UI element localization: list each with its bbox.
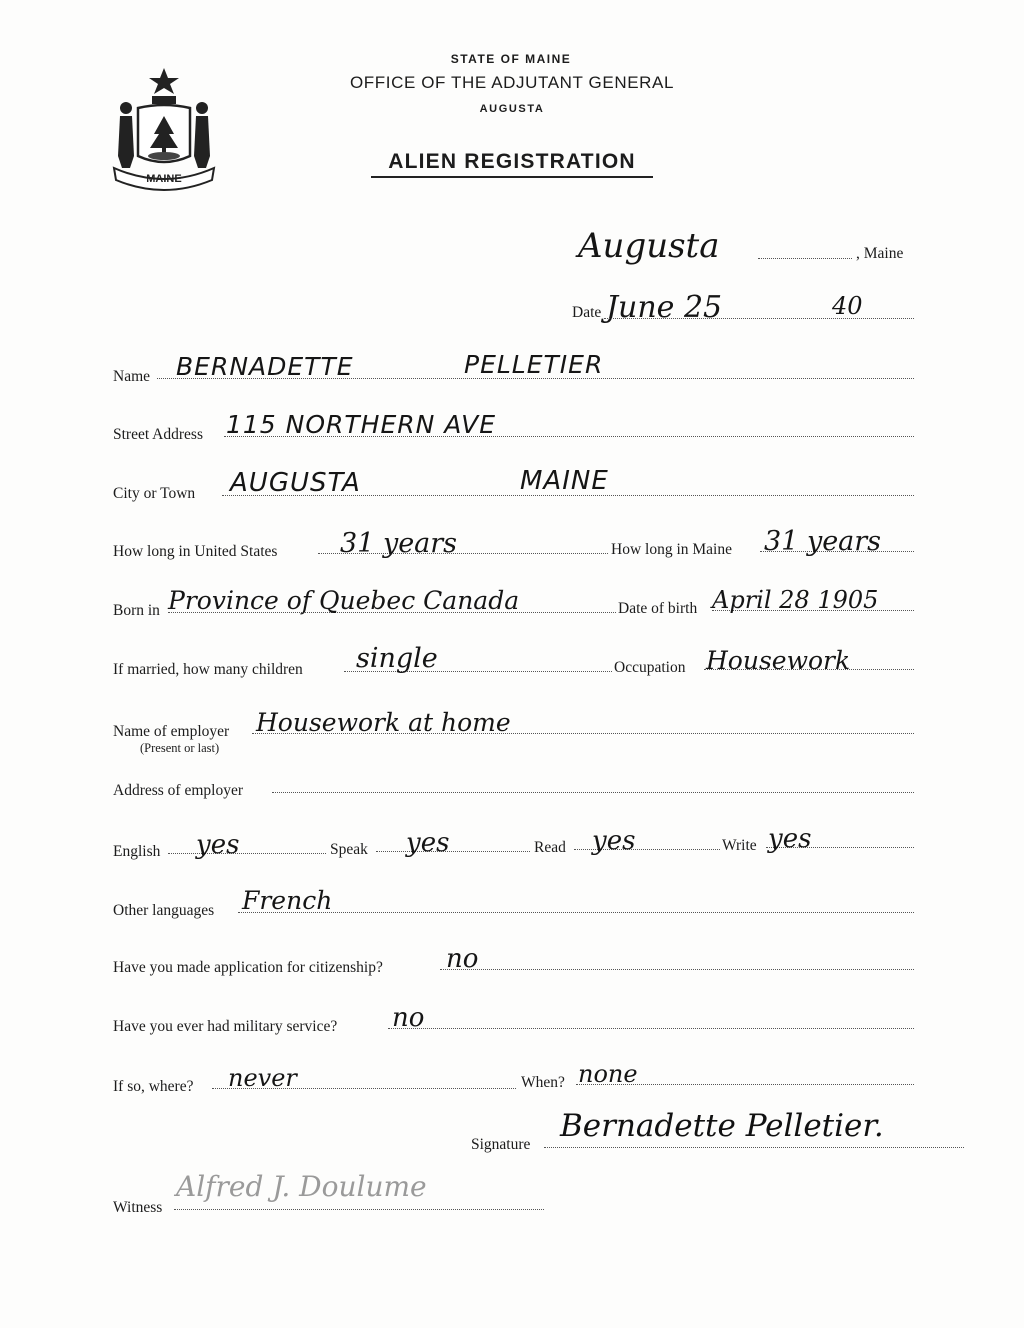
military-label: Have you ever had military service? <box>113 1018 338 1035</box>
name-label: Name <box>113 368 151 385</box>
english-label: English <box>113 843 161 860</box>
children-value: single <box>356 643 438 674</box>
military-value: no <box>392 1003 425 1033</box>
seal-motto: MAINE <box>146 173 182 185</box>
english-line <box>168 853 326 854</box>
citizenship-line <box>440 969 914 970</box>
signature-line <box>544 1147 964 1148</box>
how-long-maine-value: 31 years <box>764 526 882 557</box>
office-heading: OFFICE OF THE ADJUTANT GENERAL <box>349 73 675 92</box>
street-value: 115 NORTHERN AVE <box>226 410 497 439</box>
title-underline <box>371 176 653 178</box>
employer-address-line <box>272 792 914 793</box>
born-in-label: Born in <box>113 602 160 619</box>
signature-value: Bernadette Pelletier. <box>560 1108 884 1144</box>
name-first: BERNADETTE <box>176 352 354 381</box>
city-label: City or Town <box>113 485 196 502</box>
citizenship-label: Have you made application for citizenship? <box>113 959 383 976</box>
employer-sublabel: (Present or last) <box>140 741 220 755</box>
date-of-birth-value: April 28 1905 <box>712 586 879 614</box>
city-value: AUGUSTA <box>230 468 361 498</box>
other-languages-label: Other languages <box>113 902 215 919</box>
city-heading: AUGUSTA <box>479 103 545 115</box>
state-value: MAINE <box>520 466 609 496</box>
children-label: If married, how many children <box>113 661 303 678</box>
date-of-birth-label: Date of birth <box>618 600 698 617</box>
speak-value: yes <box>406 828 450 858</box>
name-last: PELLETIER <box>464 350 604 379</box>
citizenship-value: no <box>446 944 479 974</box>
how-long-us-label: How long in United States <box>113 543 278 560</box>
street-line <box>224 436 914 437</box>
state-heading: STATE OF MAINE <box>450 52 572 66</box>
employer-value: Housework at home <box>256 708 511 737</box>
witness-line <box>174 1209 544 1210</box>
witness-value: Alfred J. Doulume <box>176 1170 427 1203</box>
write-label: Write <box>722 837 757 854</box>
read-label: Read <box>534 839 566 856</box>
how-long-maine-label: How long in Maine <box>611 541 732 558</box>
place-line <box>758 258 852 259</box>
employer-address-label: Address of employer <box>113 782 243 799</box>
where-value: never <box>228 1064 297 1092</box>
employer-label: Name of employer <box>113 723 230 740</box>
witness-label: Witness <box>113 1199 163 1216</box>
when-value: none <box>578 1060 638 1088</box>
date-line <box>604 318 914 319</box>
speak-label: Speak <box>330 841 368 858</box>
street-label: Street Address <box>113 426 203 443</box>
date-year: 40 <box>832 292 863 320</box>
occupation-label: Occupation <box>614 659 686 676</box>
write-value: yes <box>768 824 812 854</box>
english-value: yes <box>196 830 240 860</box>
occupation-value: Housework <box>706 646 851 675</box>
where-label: If so, where? <box>113 1078 194 1095</box>
when-label: When? <box>521 1074 565 1091</box>
how-long-us-value: 31 years <box>340 528 458 559</box>
other-languages-line <box>238 912 914 913</box>
city-line <box>222 495 914 496</box>
date-value: June 25 <box>606 290 723 325</box>
name-line <box>157 378 914 379</box>
military-line <box>388 1028 914 1029</box>
read-value: yes <box>592 826 636 856</box>
place-suffix: , Maine <box>856 245 904 262</box>
date-label: Date <box>572 304 602 321</box>
signature-label: Signature <box>471 1136 531 1153</box>
speak-line <box>376 851 530 852</box>
born-in-value: Province of Quebec Canada <box>168 586 520 615</box>
form-title: ALIEN REGISTRATION <box>388 150 636 173</box>
other-languages-value: French <box>242 886 333 915</box>
place-value: Augusta <box>578 226 720 266</box>
